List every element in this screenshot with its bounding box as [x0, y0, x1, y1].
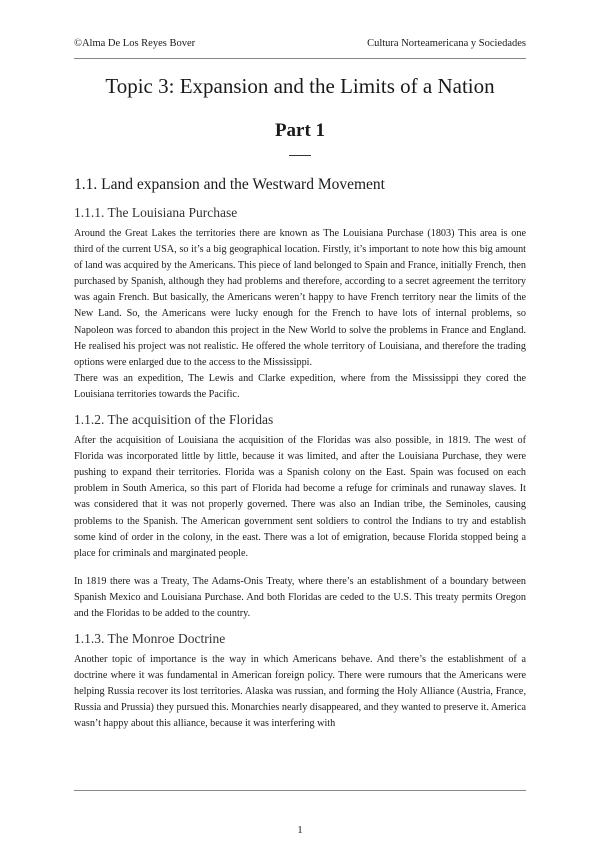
footer-divider — [74, 790, 526, 791]
subsection-heading-louisiana: 1.1.1. The Louisiana Purchase — [74, 205, 238, 220]
section-heading: 1.1. Land expansion and the Westward Movement — [74, 176, 385, 193]
document-body — [74, 176, 526, 733]
header-course: Cultura Norteamericana y Sociedades — [367, 38, 526, 49]
part-heading: Part 1 — [274, 120, 326, 141]
subsection-heading-floridas: 1.1.2. The acquisition of the Floridas — [74, 412, 274, 428]
part-divider — [289, 155, 311, 156]
paragraph: In 1819 there was a Treaty, The Adams-Onis Treaty, where there’s an establishment of a boundary between Spanish Mexico and Louisiana Purchase. And both Floridas are ceded to the U.S. This treaty permits Oregon and the Floridas to be added to the country. — [74, 575, 526, 619]
header-divider — [74, 58, 526, 59]
spacer — [74, 562, 526, 574]
spacer — [74, 622, 526, 631]
subsection-heading-monroe: 1.1.3. The Monroe Doctrine — [74, 631, 226, 647]
document-title: Topic 3: Expansion and the Limits of a Nation — [105, 74, 495, 98]
paragraph: There was an expedition, The Lewis and Clarke expedition, where from the Mississippi they cored the Louisiana territories towards the Pacific. — [74, 372, 526, 400]
paragraph: Around the Great Lakes the territories there are known as The Louisiana Purchase (1803) This area is one third of the current USA, so it’s a big geographical location. Firstly, it’s important to note how this big amount of land was acquired by the Americans. This piece of land belonged to Spain and France, initially French, then purchased by Spanish, although they had problems and therefore, according to a secret agreement the territory was again French. But basically, the Americans weren’t happy to have French territory near the limits of the New Land. So, the Americans were lucky enough for the French to have lots of internal problems, so Napoleon was forced to abandon this project in the New World to solve the problems in France and England. He realised his project was not realistic. He offered the whole territory of Louisiana, and therefore the trading options were enlarged due to the access to the Mississippi. — [74, 228, 526, 368]
page-header — [74, 38, 526, 54]
page-number: 1 — [297, 824, 303, 836]
spacer — [74, 403, 526, 412]
paragraph: Another topic of importance is the way in which Americans behave. And there’s the establishment of a doctrine where it was fundamental in American foreign policy. There were rumours that the Americans were helping Russia recover its lost territories. Alaska was russian, and forming the Holy Alliance (Austria, France, Russia and Prussia) they pursued this. Monarchies nearly disappeared, and they wanted to preserve it. America wasn’t happy about this alliance, because it was interfering with — [74, 654, 526, 730]
paragraph: After the acquisition of Louisiana the acquisition of the Floridas was also possible, in 1819. The west of Florida was incorporated little by little, because it was limited, and after the Louisiana Purchase, they were pushing to expand their territories. Florida was a Spanish colony on the East. Spain was focused on each problem in South America, so this part of Florida had become a refuge for criminals and runaway slaves. It was considered that it was not properly governed. There was also an Indian tribe, the Seminoles, causing problems to the Spanish. The American government sent soldiers to control the Indians to try and establish some kind of order in the colony, in the east. There was a lot of emigration, because Florida stopped being a place for criminals and marginated people. — [74, 435, 526, 559]
header-author: ©Alma De Los Reyes Bover — [74, 38, 196, 49]
